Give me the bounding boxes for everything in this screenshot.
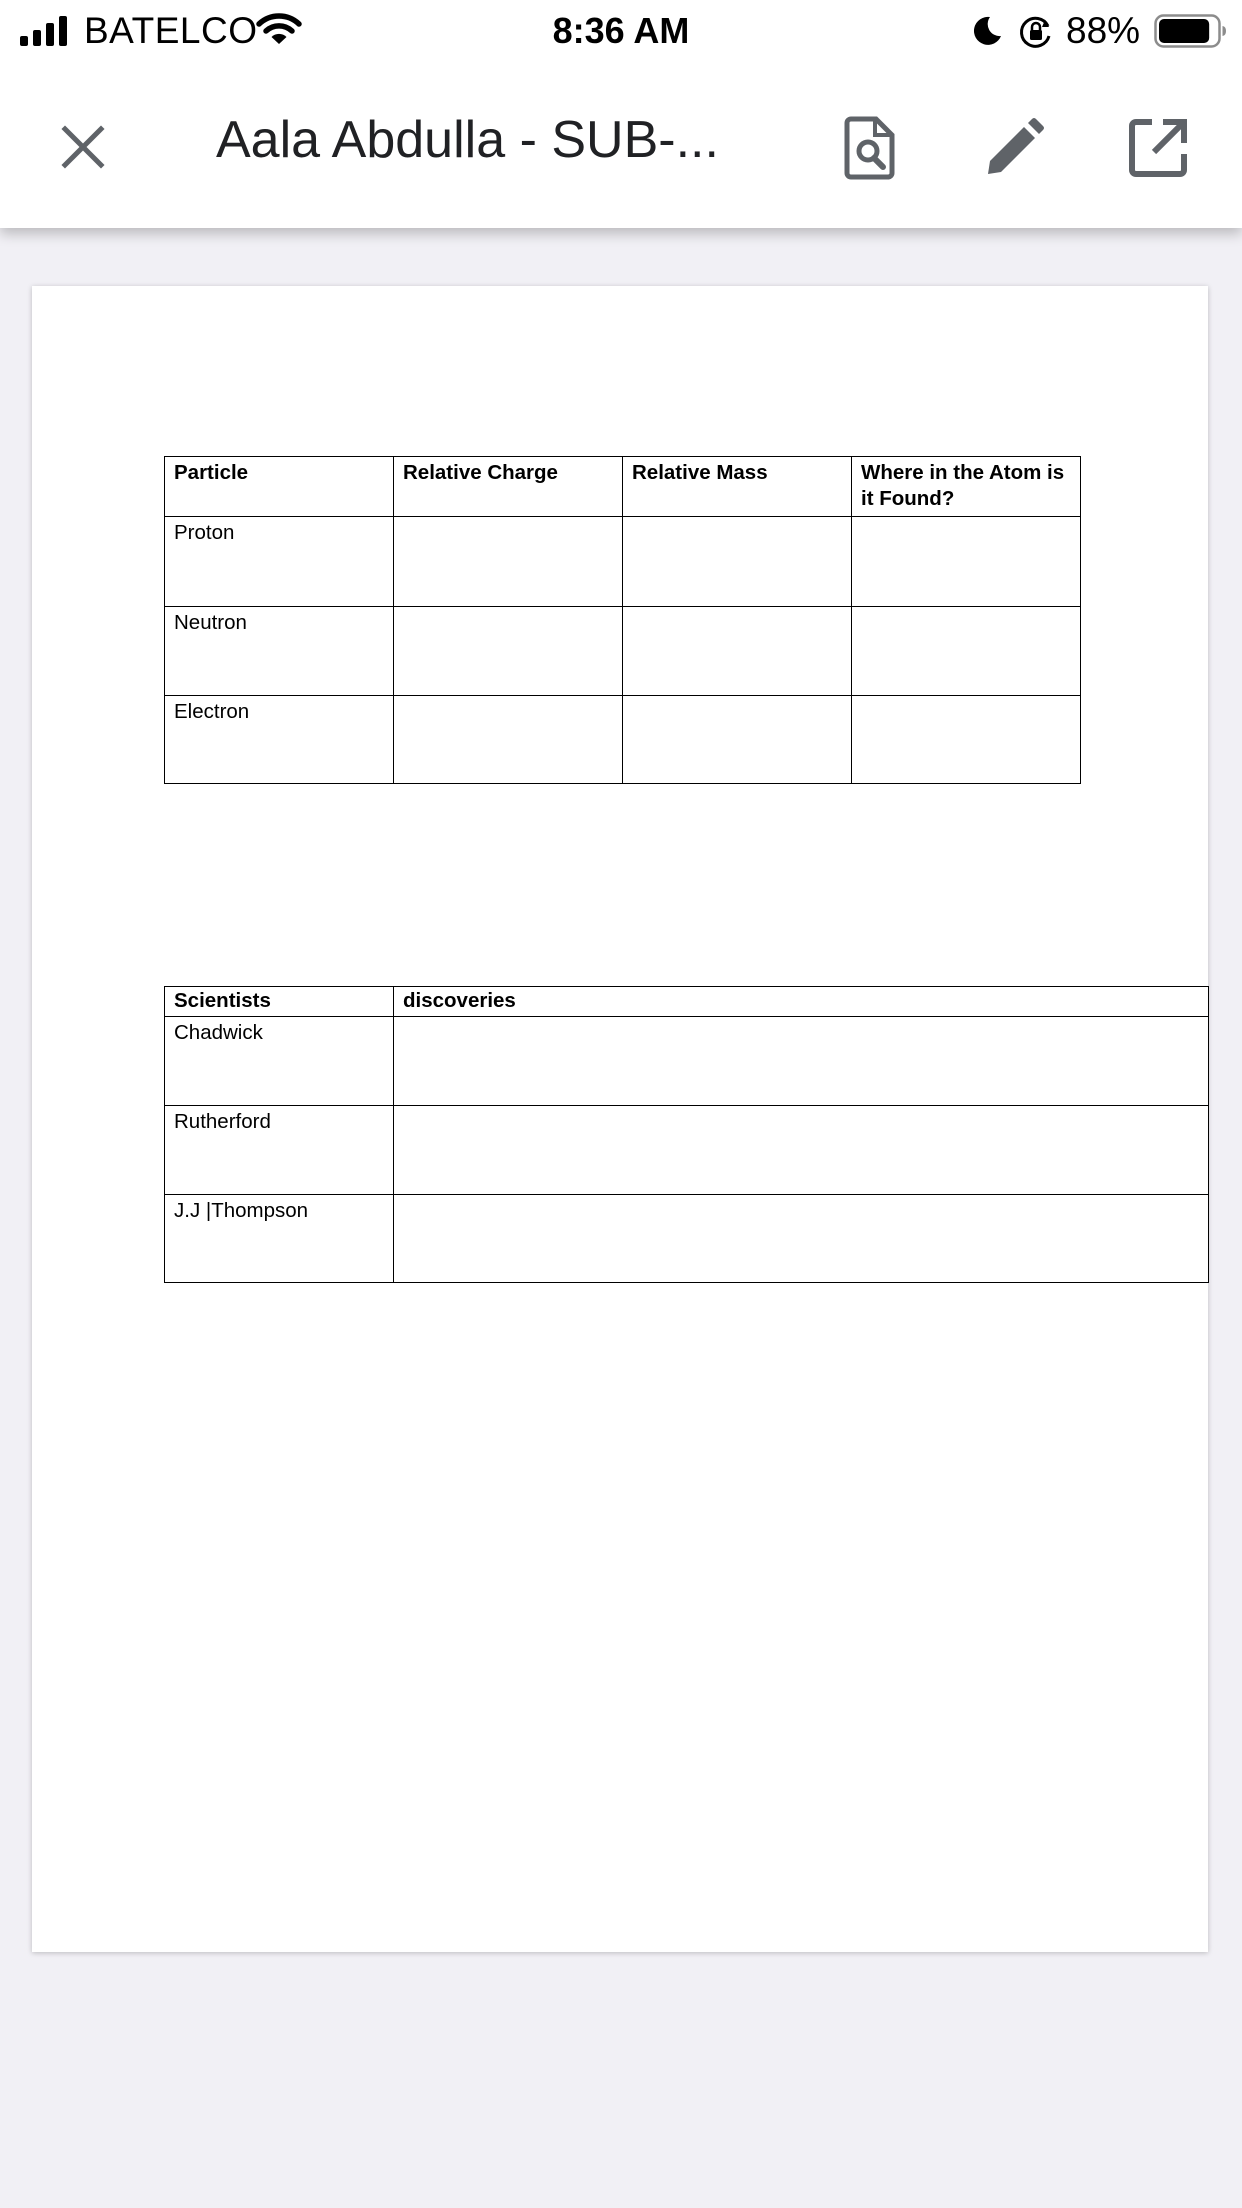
app-bar bbox=[0, 64, 1242, 228]
header-relative-charge: Relative Charge bbox=[394, 457, 623, 517]
carrier-name: BATELCO bbox=[84, 10, 258, 51]
location-cell bbox=[852, 607, 1081, 696]
table-row bbox=[165, 696, 1081, 784]
open-in-new-button[interactable] bbox=[1120, 110, 1196, 186]
do-not-disturb-moon-icon bbox=[970, 14, 1004, 57]
table-row bbox=[165, 517, 1081, 607]
edit-pencil-icon bbox=[984, 118, 1044, 178]
status-bar bbox=[0, 0, 1242, 64]
open-in-new-icon bbox=[1128, 118, 1188, 178]
close-icon bbox=[59, 123, 107, 171]
scientist-name: Chadwick bbox=[165, 1017, 394, 1106]
discovery-cell bbox=[394, 1106, 1209, 1195]
document-title: Aala Abdulla - SUB-... bbox=[216, 111, 719, 169]
header-relative-mass: Relative Mass bbox=[623, 457, 852, 517]
battery-icon bbox=[1154, 14, 1228, 57]
header-particle: Particle bbox=[165, 457, 394, 517]
relative-mass-cell bbox=[623, 696, 852, 784]
close-button[interactable] bbox=[48, 112, 118, 182]
scientist-name: J.J |Thompson bbox=[165, 1195, 394, 1283]
document-page bbox=[32, 286, 1208, 1952]
particle-name: Neutron bbox=[165, 607, 394, 696]
find-in-document-button[interactable] bbox=[832, 110, 908, 186]
edit-button[interactable] bbox=[976, 110, 1052, 186]
header-location-in-atom: Where in the Atom is it Found? bbox=[852, 457, 1081, 517]
relative-mass-cell bbox=[623, 607, 852, 696]
header-scientists: Scientists bbox=[165, 987, 394, 1017]
discovery-cell bbox=[394, 1017, 1209, 1106]
table-row bbox=[165, 1017, 1209, 1106]
rotation-lock-icon bbox=[1018, 14, 1054, 59]
particle-name: Proton bbox=[165, 517, 394, 607]
relative-charge-cell bbox=[394, 696, 623, 784]
relative-mass-cell bbox=[623, 517, 852, 607]
table-row bbox=[165, 1195, 1209, 1283]
find-in-page-icon bbox=[842, 116, 898, 180]
header-discoveries: discoveries bbox=[394, 987, 1209, 1017]
location-cell bbox=[852, 517, 1081, 607]
particle-table bbox=[164, 456, 1081, 784]
relative-charge-cell bbox=[394, 517, 623, 607]
table-row bbox=[165, 1106, 1209, 1195]
scientists-table bbox=[164, 986, 1209, 1283]
scientist-name: Rutherford bbox=[165, 1106, 394, 1195]
discovery-cell bbox=[394, 1195, 1209, 1283]
battery-percent: 88% bbox=[1066, 10, 1141, 51]
status-time: 8:36 AM bbox=[552, 10, 690, 51]
relative-charge-cell bbox=[394, 607, 623, 696]
location-cell bbox=[852, 696, 1081, 784]
table-row bbox=[165, 607, 1081, 696]
particle-name: Electron bbox=[165, 696, 394, 784]
